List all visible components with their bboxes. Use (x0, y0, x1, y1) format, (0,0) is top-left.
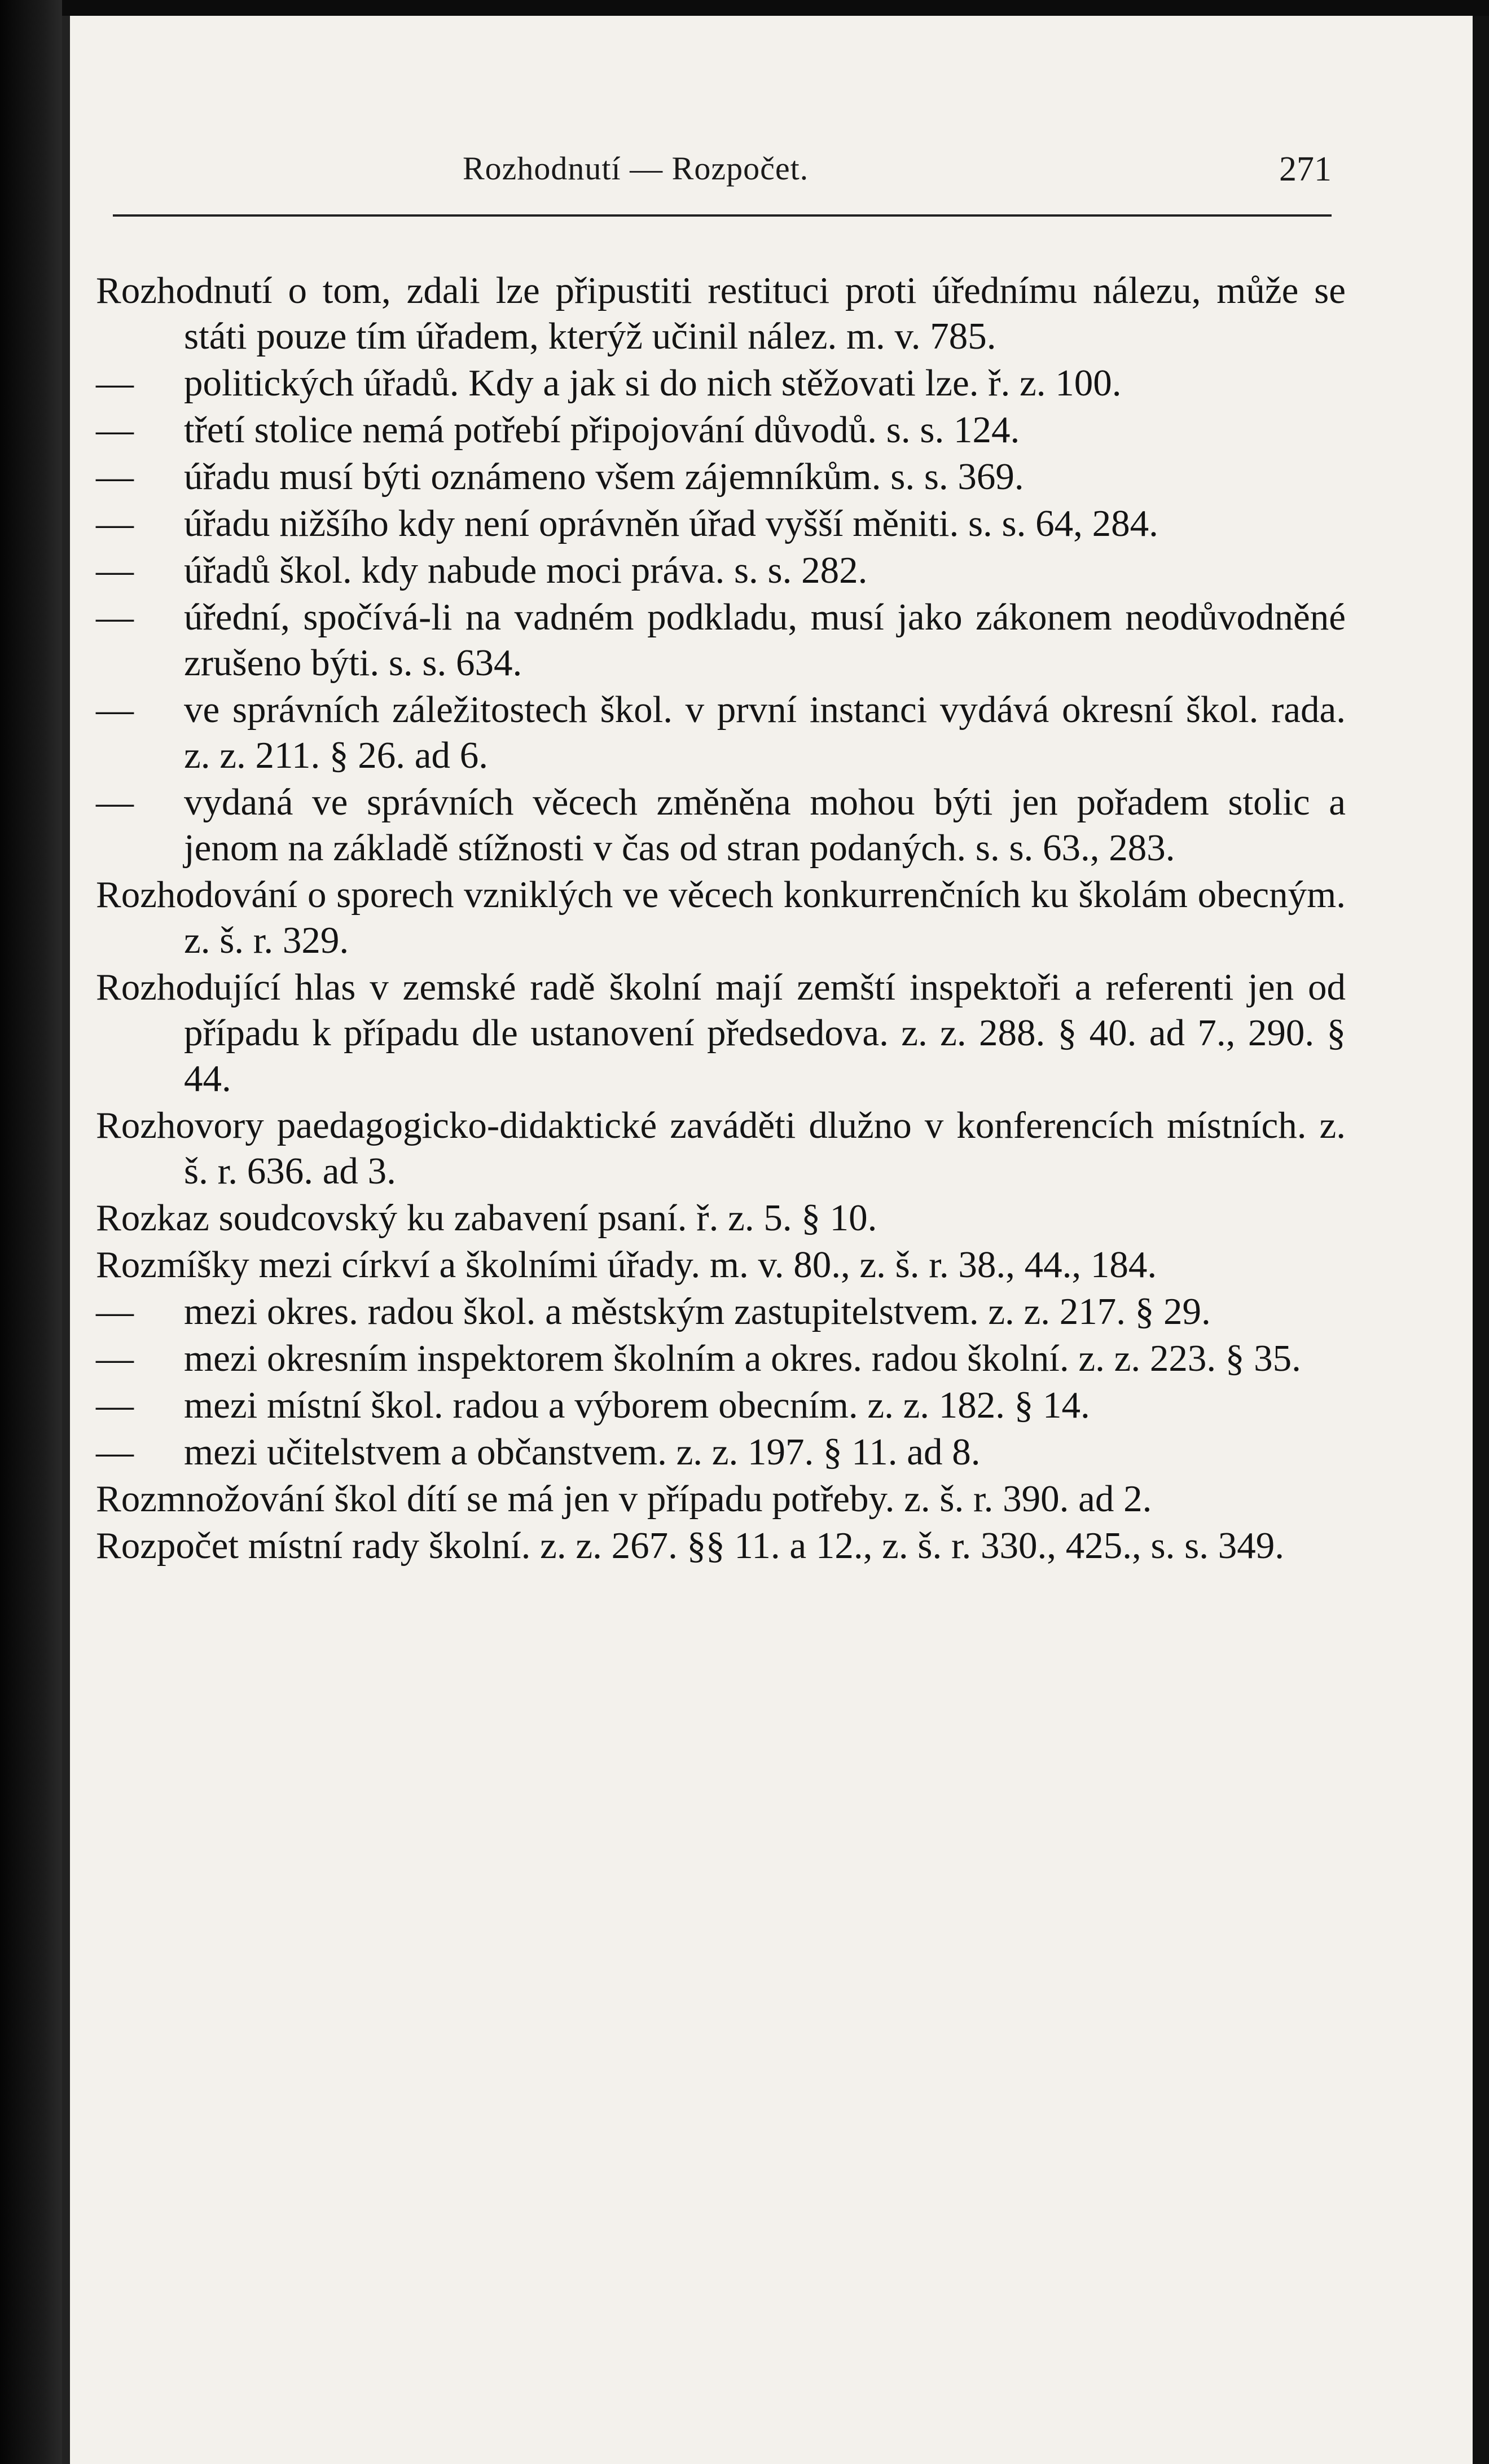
subentry-dash: — (96, 1431, 134, 1473)
subentry-dash: — (96, 456, 134, 498)
subentry-dash: — (96, 1291, 134, 1332)
index-subentry: — mezi okres. radou škol. a městským zastupitelstvem. z. z. 217. § 29. (96, 1289, 1346, 1335)
index-entry: Rozmnožování škol dítí se má jen v případu potřeby. z. š. r. 390. ad 2. (96, 1478, 1152, 1520)
subentry-dash: — (96, 689, 134, 731)
subentry-dash: — (96, 503, 134, 544)
index-content (96, 268, 1346, 1570)
subentry-dash: — (96, 549, 134, 591)
index-subentry: — vydaná ve správních věcech změněna mohou býti jen pořadem stolic a jenom na základě stížnosti v čas od stran podaných. s. s. 63., 283. (96, 780, 1346, 871)
index-subentry: — úřadu musí býti oznámeno všem zájemníkům. s. s. 369. (96, 454, 1346, 500)
index-subentry: — mezi učitelstvem a občanstvem. z. z. 197. § 11. ad 8. (96, 1429, 1346, 1475)
index-subentry: — úřadů škol. kdy nabude moci práva. s. s. 282. (96, 548, 1346, 593)
subentry-dash: — (96, 781, 134, 823)
index-subentry: — politických úřadů. Kdy a jak si do nich stěžovati lze. ř. z. 100. (96, 360, 1346, 406)
index-entry: Rozhovory paedagogicko-didaktické zaváděti dlužno v konferencích místních. z. š. r. 636. ad 3. (96, 1105, 1346, 1192)
page-number: 271 (1279, 150, 1332, 188)
subentry-dash: — (96, 362, 134, 404)
index-subentry: — mezi okresním inspektorem školním a okres. radou školní. z. z. 223. § 35. (96, 1336, 1346, 1381)
running-header (463, 144, 1332, 200)
index-entry: Rozhodování o sporech vzniklých ve věcech konkurrenčních ku školám obecným. z. š. r. 329. (96, 874, 1346, 961)
header-rule (113, 214, 1332, 217)
index-entry: Rozpočet místní rady školní. z. z. 267. §§ 11. a 12., z. š. r. 330., 425., s. s. 349. (96, 1525, 1284, 1567)
header-title: Rozhodnutí — Rozpočet. (463, 150, 809, 187)
index-entry: Rozkaz soudcovský ku zabavení psaní. ř. z. 5. § 10. (96, 1197, 877, 1239)
subentry-dash: — (96, 1337, 134, 1379)
index-entry: Rozmíšky mezi církví a školními úřady. m. v. 80., z. š. r. 38., 44., 184. (96, 1244, 1157, 1286)
index-entry: Rozhodující hlas v zemské radě školní mají zemští inspektoři a referenti jen od případu k případu dle ustanovení předsedova. z. z. 288. § 40. ad 7., 290. § 44. (96, 966, 1346, 1099)
page-top-edge (0, 0, 1489, 16)
subentry-dash: — (96, 596, 134, 638)
index-subentry: — ve správních záležitostech škol. v první instanci vydává okresní škol. rada. z. z. 211. § 26. ad 6. (96, 687, 1346, 778)
index-subentry: — úřadu nižšího kdy není oprávněn úřad vyšší měniti. s. s. 64, 284. (96, 501, 1346, 547)
subentry-dash: — (96, 409, 134, 451)
subentry-dash: — (96, 1384, 134, 1426)
index-subentry: — mezi místní škol. radou a výborem obecním. z. z. 182. § 14. (96, 1383, 1346, 1428)
index-subentry: — třetí stolice nemá potřebí připojování důvodů. s. s. 124. (96, 407, 1346, 453)
book-spine (0, 0, 62, 2464)
index-entry: Rozhodnutí o tom, zdali lze připustiti restituci proti úřednímu nálezu, může se státi pouze tím úřadem, kterýž učinil nález. m. v. 785. (96, 270, 1346, 357)
index-subentry: — úřední, spočívá-li na vadném podkladu, musí jako zákonem neodůvodněné zrušeno býti. s. s. 634. (96, 595, 1346, 686)
